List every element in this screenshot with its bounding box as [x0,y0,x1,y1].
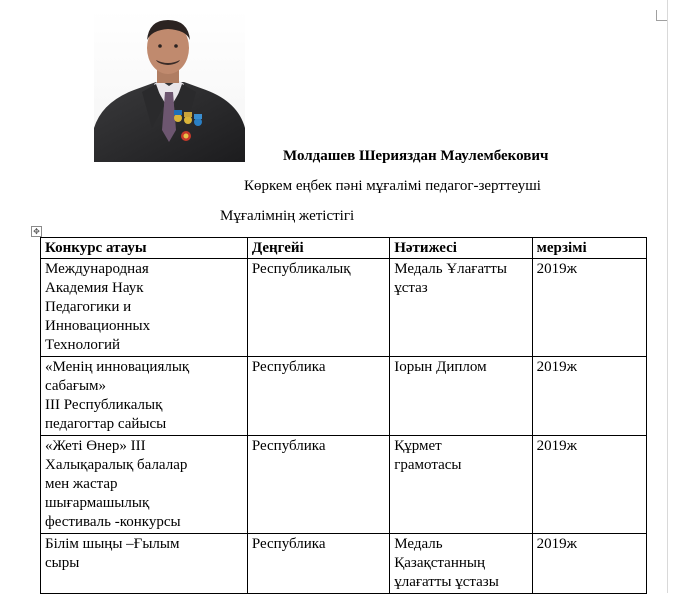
cell-contest-name: Білім шыңы –Ғылым сыры [41,534,248,594]
cell-result: Іорын Диплом [390,357,532,436]
table-move-handle-icon[interactable]: ✥ [31,226,42,237]
cell-result: Құрмет грамотасы [390,436,532,534]
cell-date: 2019ж [532,259,646,357]
cell-date: 2019ж [532,436,646,534]
header-date: мерзімі [532,238,646,259]
table-row [41,436,647,534]
teacher-name: Молдашев Шерияздан Маулембекович [283,148,549,164]
cell-level: Республика [247,436,389,534]
section-title: Мұғалімнің жетістігі [220,208,355,224]
cell-contest-name: «Менің инновациялық сабағым» ІІІ Республикалық педагогтар сайысы [41,357,248,436]
cell-level: Республикалық [247,259,389,357]
page-corner-mark [656,10,667,21]
table-row [41,259,647,357]
header-contest-name: Конкурс атауы [41,238,248,259]
achievements-table [40,237,647,594]
table-row [41,357,647,436]
cell-contest-name: «Жеті Өнер» ІІІ Халықаралық балалар мен жастар шығармашылық фестиваль -конкурсы [41,436,248,534]
cell-result: Медаль Қазақстанның ұлағатты ұстазы [390,534,532,594]
teacher-photo [94,10,245,162]
table-row [41,534,647,594]
cell-result: Медаль Ұлағатты ұстаз [390,259,532,357]
header-result: Нәтижесі [390,238,532,259]
cell-level: Республика [247,534,389,594]
cell-date: 2019ж [532,534,646,594]
cell-level: Республика [247,357,389,436]
teacher-position: Көркем еңбек пәні мұғалімі педагог-зерттеуші [244,178,541,194]
header-level: Деңгейі [247,238,389,259]
cell-date: 2019ж [532,357,646,436]
table-header-row [41,238,647,259]
cell-contest-name: Международная Академия Наук Педагогики и Инновационных Технологий [41,259,248,357]
